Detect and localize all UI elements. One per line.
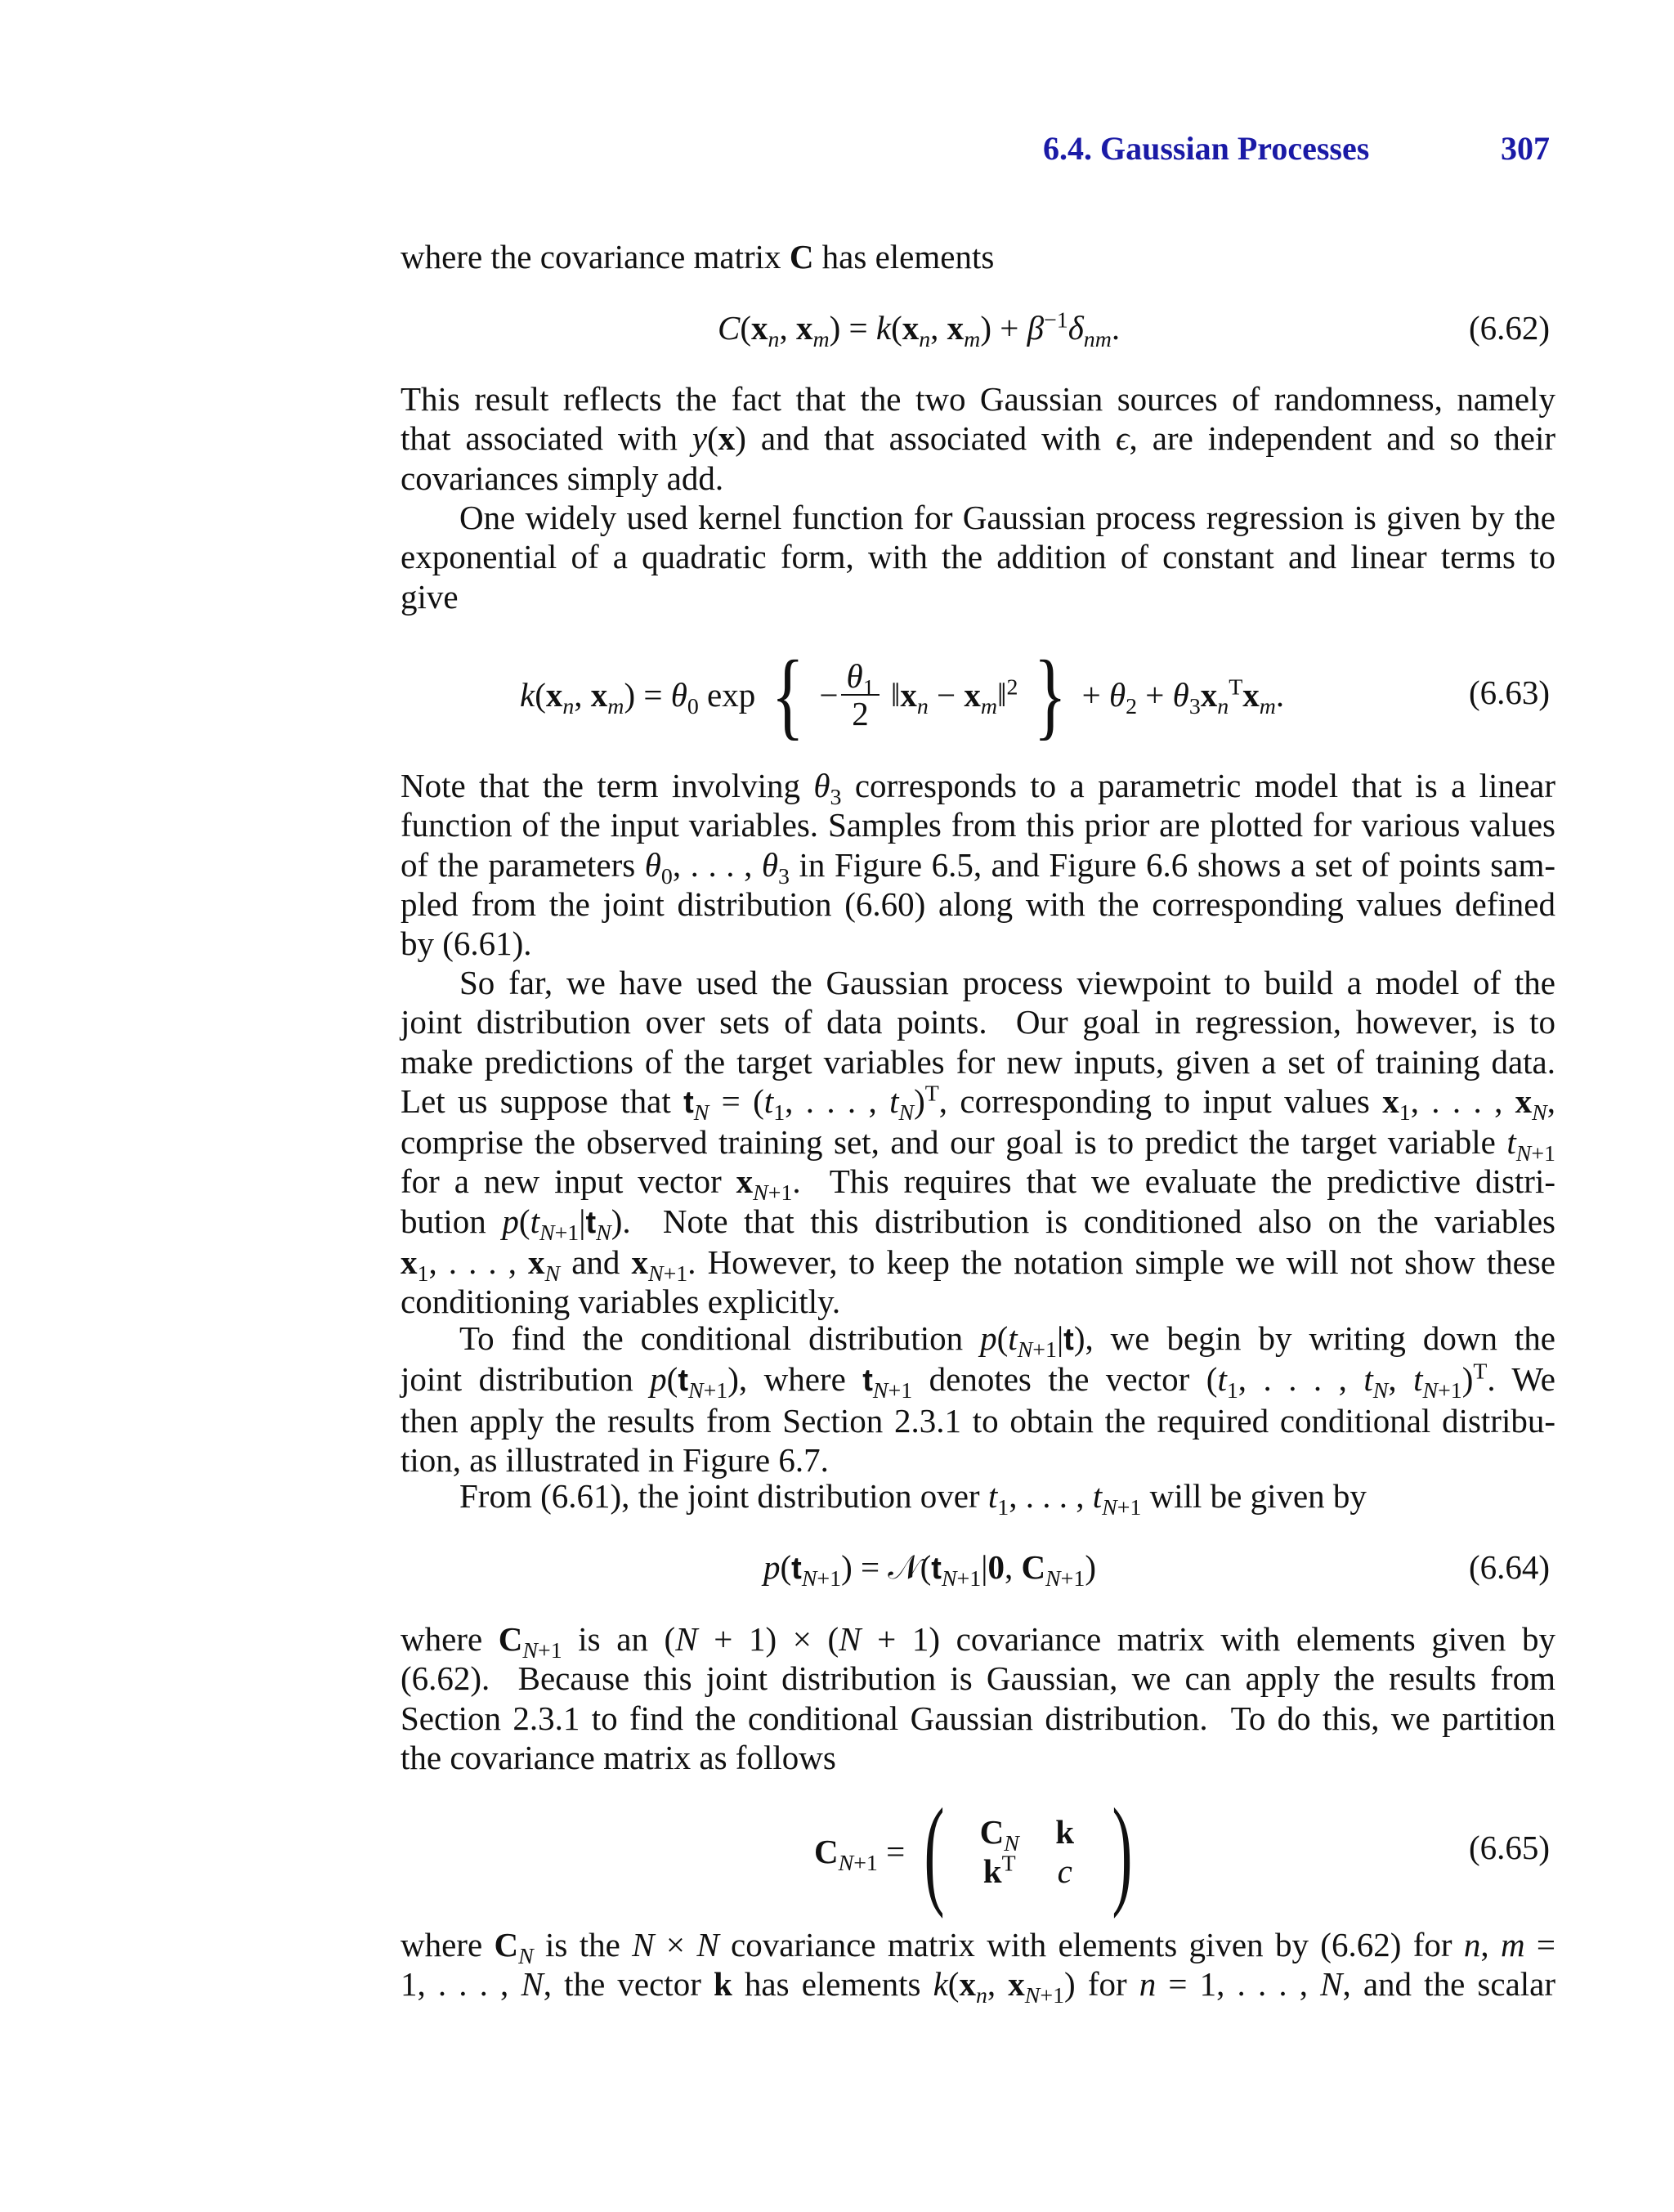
text-line: covariances simply add. [401, 459, 724, 497]
paragraph-8 [401, 1619, 1555, 1777]
text-line: where the covariance matrix C has elements [401, 238, 995, 275]
paragraph-9 [401, 1925, 1556, 2009]
paragraph-2 [401, 379, 1555, 498]
text-line: conditioning variables explicitly. [401, 1283, 841, 1321]
text-line: where $C_{N+1}$ is an (N + 1) × (N + 1) covariance matrix with elements given by [401, 1620, 1555, 1664]
text-line: To find the conditional distribution $p(t_{N+1}|t)$, we begin by writing down the [459, 1319, 1555, 1363]
equation-6-62: $C(x_n$, $x_m) = k(x_n$, $x_m) + \beta^{-1}\delta_{nm}$. [718, 307, 1121, 353]
running-header-section: 6.4. Gaussian Processes [1043, 130, 1370, 167]
text-line: for a new input vector $x_{N+1}$. This requires that we evaluate the predictive distri- [401, 1162, 1555, 1207]
text-line: joint distribution over sets of data points. Our goal in regression, however, is to [401, 1003, 1555, 1041]
page-number: 307 [1501, 130, 1550, 167]
paragraph-7 [401, 1476, 1555, 1521]
text-line: From (6.61), the joint distribution over $t_1$, . . . , $t_{N+1}$ will be given by [459, 1477, 1367, 1521]
text-line: comprise the observed training set, and our goal is to predict the target variable $t_{N+1}$ [401, 1123, 1555, 1167]
text-line: then apply the results from Section 2.3.1 to obtain the required conditional distribu- [401, 1401, 1555, 1440]
text-line: where $C_N$ is the N × N covariance matrix with elements given by (6.62) for n, m = [401, 1926, 1556, 1970]
equation-6-64: $p(t_{N+1})$ = $𝒩(t_{N+1}|0$, $C_{N+1}$) [763, 1548, 1096, 1592]
equation-number: (6.63) [1469, 674, 1551, 711]
text-line: This result reflects the fact that the two Gaussian sources of randomness, namely [401, 380, 1555, 418]
text-line: give [401, 577, 459, 616]
text-line: pled from the joint distribution (6.60) along with the corresponding values defined [401, 884, 1555, 923]
text-line: Note that the term involving $\theta_3$ corresponds to a parametric model that is a linear [401, 767, 1555, 811]
paragraph-5 [401, 963, 1555, 1322]
text-line: So far, we have used the Gaussian process viewpoint to build a model of the [459, 964, 1555, 1001]
text-line: that associated with y(x) and that associated with ϵ, are independent and so their [401, 419, 1555, 458]
equation-6-63: $k(x_n$, $x_m) = \theta_0$ exp { − $\frac{\theta_1}{2}$ $‖x_n$ − $x_m‖^2$ } + $\theta_2 + \theta_3x_n^Tx_m$. [520, 640, 1285, 749]
text-line: bution $p(t_{N+1}|t_N)$. Note that this distribution is conditioned also on the variables [401, 1202, 1555, 1246]
text-line: One widely used kernel function for Gaussian process regression is given by the [459, 499, 1555, 536]
text-line: function of the input variables. Samples from this prior are plotted for various values [401, 806, 1555, 844]
paragraph-3 [401, 498, 1555, 616]
block-matrix: $C_N$ k $k^T$ c [979, 1812, 1075, 1890]
paragraph-1 [401, 237, 1555, 276]
text-line: Section 2.3.1 to find the conditional Gaussian distribution. To do this, we partition [401, 1699, 1555, 1737]
text-line: tion, as illustrated in Figure 6.7. [401, 1440, 829, 1479]
equation-6-65: $C_{N+1}$ = ( $C_N$ k $k^T$ c ) [814, 1783, 1133, 1919]
paragraph-6 [401, 1319, 1555, 1480]
text-line: exponential of a quadratic form, with the addition of constant and linear terms to [401, 538, 1555, 576]
text-line: (6.62). Because this joint distribution is Gaussian, we can apply the results from [401, 1659, 1555, 1698]
text-line: by (6.61). [401, 925, 532, 963]
text-line: the covariance matrix as follows [401, 1738, 836, 1776]
equation-number: (6.62) [1469, 309, 1551, 347]
text-line: $x_1$, . . . , $x_N$ and $x_{N+1}$. However, to keep the notation simple we will not show these [401, 1243, 1555, 1287]
text-line: Let us suppose that $t_N = (t_1$, . . . , $t_N)^T$, corresponding to input values $x_1$, . . . , $x_N$, [401, 1081, 1556, 1126]
text-line: joint distribution $p(t_{N+1})$, where $t_{N+1}$ denotes the vector ($t_1$, . . . , $t_N$, $t_{N+1})^T$. We [401, 1359, 1556, 1404]
paragraph-4 [401, 766, 1555, 963]
text-line: 1, . . . , N, the vector k has elements $k(x_n$, $x_{N+1}$) for n = 1, . . . , N, and the scalar [401, 1965, 1556, 2009]
text-line: make predictions of the target variables for new inputs, given a set of training data. [401, 1042, 1555, 1081]
equation-number: (6.65) [1469, 1829, 1551, 1866]
equation-number: (6.64) [1469, 1548, 1551, 1586]
text-line: of the parameters $\theta_0$, . . . , $\theta_3$ in Figure 6.5, and Figure 6.6 shows a set of points sam- [401, 845, 1556, 889]
